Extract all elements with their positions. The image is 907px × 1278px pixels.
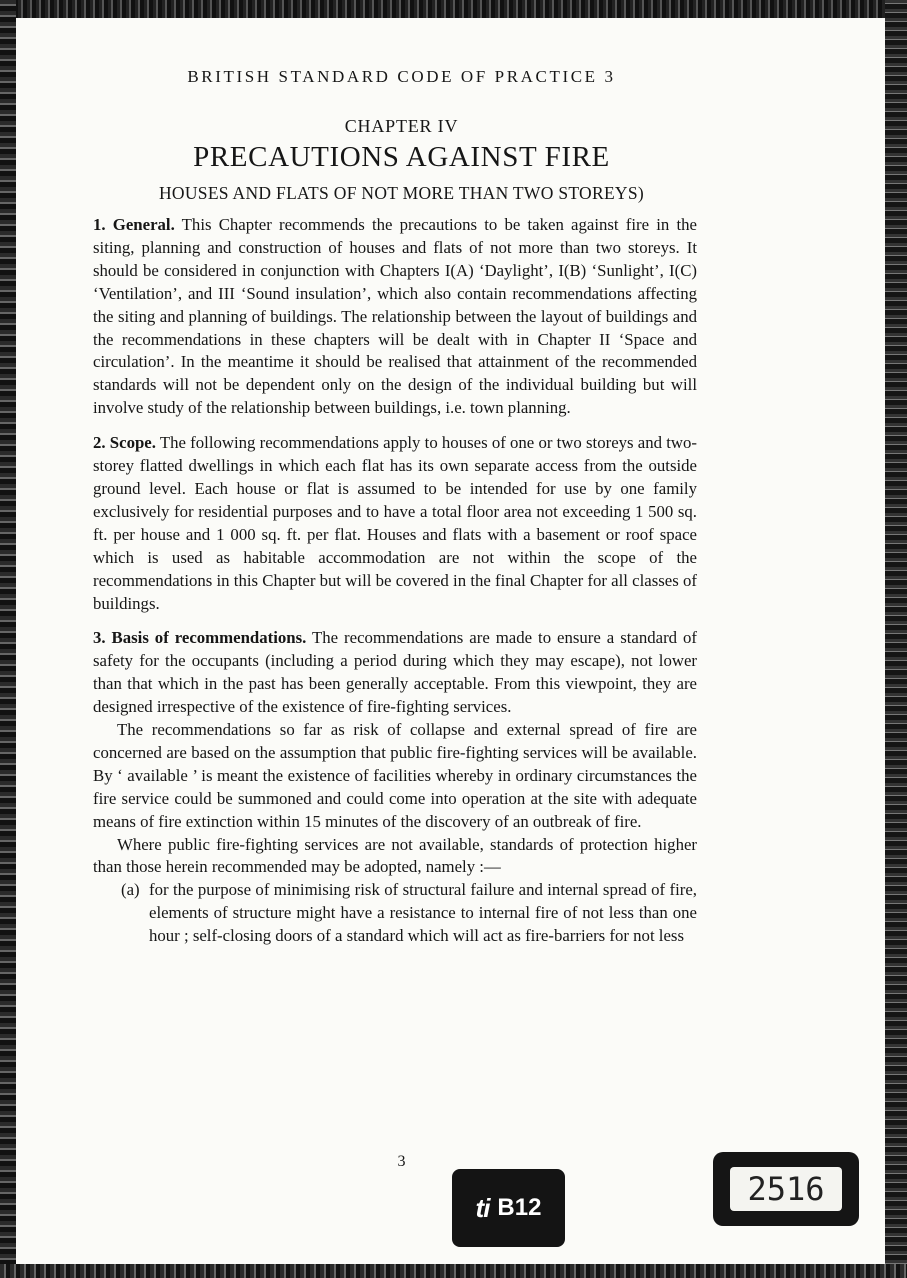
document-page [16,18,885,1264]
list-item-a [93,879,697,948]
logo-mark: ti [475,1192,490,1223]
section-general [93,214,697,420]
body-text [93,214,697,960]
running-head: BRITISH STANDARD CODE OF PRACTICE 3 [187,67,616,86]
section-basis [93,627,697,719]
section-heading-general: 1. General. [93,215,175,234]
archive-stamp [713,1152,859,1226]
section-basis-paragraph-3: Where public fire-fighting services are not available, standards of protection higher than those herein recommended may be adopted, namely :— [93,834,697,877]
chapter-subtitle: HOUSES AND FLATS OF NOT MORE THAN TWO STOREYS) [158,183,645,203]
section-basis-paragraph-2: The recommendations so far as risk of collapse and external spread of fire are concerned are based on the assumption that public fire-fighting services will be available. By ‘ available ’ is meant the existence of facilities whereby in ordinary circumstances the fire service could be summoned and could come into operation at the site with adequate means of fire extinction within 15 minutes of the discovery of an outbreak of fire. [93,720,697,831]
section-scope [93,432,697,615]
page-number: 3 [397,1153,406,1170]
section-text-basis: The recommendations are made to ensure a standard of safety for the occupants (including a period during which they may escape), not lower than that which in the past has been generally acceptable. From this viewpoint, they are designed irrespective of the existence of fire-fighting services. [93,628,697,717]
scan-border-bottom [0,1264,907,1278]
publisher-logo [452,1169,565,1247]
section-heading-scope: 2. Scope. [93,433,156,453]
scan-border-right [885,0,907,1278]
section-heading-basis: 3. Basis of recommendations. [93,628,307,648]
chapter-number: CHAPTER IV [344,116,459,136]
list-marker-a: (a) [121,880,140,900]
stamp-number: 2516 [730,1167,842,1211]
scan-border-top [0,0,907,20]
chapter-title: PRECAUTIONS AGAINST FIRE [193,141,610,173]
section-text-general: This Chapter recommends the precautions to be taken against fire in the siting, planning and construction of houses and flats of not more than two storeys. It should be considered in conjunction with Chapters I(A) ‘Daylight’, I(B) ‘Sunlight’, I(C) ‘Ventilation’, and III ‘Sound insulation’, which also contain recommendations affecting the siting and planning of buildings. The relationship between the layout of buildings and the recommendations in these chapters will be dealt with in Chapter II ‘Space and circulation’. In the meantime it should be realised that attainment of the recommended standards will not be dependent only on the design of the individual building but will involve study of the relationship between buildings, i.e. town planning. [93,215,697,418]
scan-border-left [0,0,16,1278]
logo-code: B12 [497,1194,542,1221]
list-text-a: for the purpose of minimising risk of structural failure and internal spread of fire, elements of structure might have a resistance to internal fire of not less than one hour ; self-closing doors of a standard which will act as fire-barriers for not less [149,880,697,946]
section-text-scope: The following recommendations apply to houses of one or two storeys and two-storey flatted dwellings in which each flat has its own separate access from the outside ground level. Each house or flat is assumed to be intended for use by one family exclusively for residential purposes and to have a total floor area not exceeding 1 500 sq. ft. per house and 1 000 sq. ft. per flat. Houses and flats with a basement or roof space which is used as habitable accommodation are not within the scope of the recommendations in this Chapter but will be covered in the final Chapter for all classes of buildings. [93,433,697,613]
